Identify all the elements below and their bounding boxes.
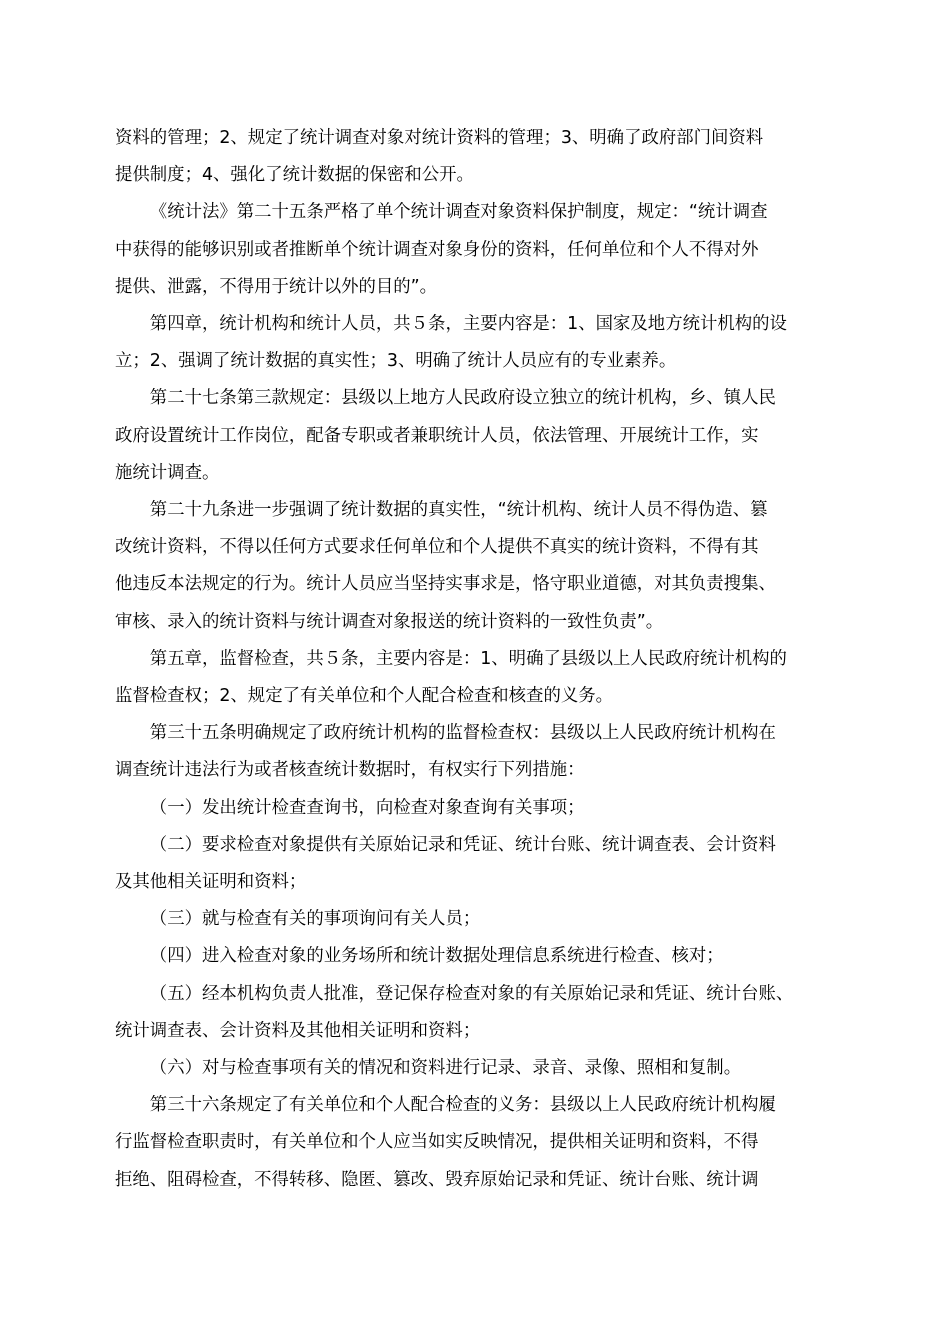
- paragraph-line: 提供制度；4、强化了统计数据的保密和公开。: [115, 165, 474, 186]
- paragraph-line: 第五章，监督检查，共５条，主要内容是：1、明确了县级以上人民政府统计机构的: [149, 648, 787, 669]
- paragraph-line: 拒绝、阻碍检查，不得转移、隐匿、篡改、毁弃原始记录和凭证、统计台账、统计调: [115, 1169, 759, 1190]
- paragraph: [115, 901, 840, 938]
- paragraph: [115, 790, 840, 827]
- paragraph-line: 他违反本法规定的行为。统计人员应当坚持实事求是，恪守职业道德，对其负责搜集、: [115, 574, 776, 595]
- paragraph-line: 政府设置统计工作岗位，配备专职或者兼职统计人员，依法管理、开展统计工作，实: [115, 425, 759, 446]
- paragraph-line: （四）进入检查对象的业务场所和统计数据处理信息系统进行检查、核对；: [149, 946, 724, 967]
- paragraph: [115, 492, 840, 641]
- paragraph-line: 第三十六条规定了有关单位和个人配合检查的义务：县级以上人民政府统计机构履: [149, 1095, 776, 1116]
- paragraph: [115, 715, 840, 789]
- paragraph-line: 资料的管理；2、规定了统计调查对象对统计资料的管理；3、明确了政府部门间资料: [115, 128, 764, 148]
- paragraph: [115, 120, 840, 194]
- paragraph: [115, 976, 840, 1050]
- document-page: [115, 120, 840, 1199]
- paragraph-line: 第四章，统计机构和统计人员，共５条，主要内容是：1、国家及地方统计机构的设: [149, 314, 787, 335]
- paragraph: [115, 1087, 840, 1199]
- paragraph-line: 及其他相关证明和资料；: [115, 872, 307, 893]
- paragraph-line: 提供、泄露，不得用于统计以外的目的”。: [115, 276, 438, 297]
- paragraph-line: 第二十九条进一步强调了统计数据的真实性，“统计机构、统计人员不得伪造、篡: [149, 500, 768, 521]
- paragraph: [115, 827, 840, 901]
- paragraph-line: 立；2、强调了统计数据的真实性；3、明确了统计人员应有的专业素养。: [115, 351, 677, 372]
- paragraph-line: 行监督检查职责时，有关单位和个人应当如实反映情况，提供相关证明和资料，不得: [115, 1132, 759, 1153]
- paragraph-line: 中获得的能够识别或者推断单个统计调查对象身份的资料，任何单位和个人不得对外: [115, 239, 759, 260]
- paragraph-line: （二）要求检查对象提供有关原始记录和凭证、统计台账、统计调查表、会计资料: [149, 834, 776, 855]
- paragraph-line: 第二十七条第三款规定：县级以上地方人民政府设立独立的统计机构，乡、镇人民: [149, 388, 776, 409]
- paragraph: [115, 380, 840, 492]
- paragraph-line: 施统计调查。: [115, 462, 220, 483]
- paragraph-line: （三）就与检查有关的事项询问有关人员；: [149, 909, 481, 930]
- paragraph-line: 改统计资料，不得以任何方式要求任何单位和个人提供不真实的统计资料，不得有其: [115, 537, 759, 558]
- paragraph-line: （六）对与检查事项有关的情况和资料进行记录、录音、录像、照相和复制。: [149, 1058, 742, 1079]
- paragraph-line: 统计调查表、会计资料及其他相关证明和资料；: [115, 1020, 481, 1041]
- paragraph: [115, 938, 840, 975]
- paragraph-line: 《统计法》第二十五条严格了单个统计调查对象资料保护制度，规定：“统计调查: [149, 202, 768, 223]
- paragraph: [115, 1050, 840, 1087]
- paragraph-line: （五）经本机构负责人批准，登记保存检查对象的有关原始记录和凭证、统计台账、: [149, 983, 794, 1004]
- paragraph: [115, 306, 840, 380]
- paragraph-line: （一）发出统计检查查询书，向检查对象查询有关事项；: [149, 797, 585, 818]
- paragraph-line: 调查统计违法行为或者核查统计数据时，有权实行下列措施：: [115, 760, 585, 781]
- paragraph: [115, 641, 840, 715]
- paragraph-line: 第三十五条明确规定了政府统计机构的监督检查权：县级以上人民政府统计机构在: [149, 723, 776, 744]
- paragraph: [115, 194, 840, 306]
- paragraph-line: 监督检查权；2、规定了有关单位和个人配合检查和核查的义务。: [115, 686, 614, 707]
- paragraph-line: 审核、录入的统计资料与统计调查对象报送的统计资料的一致性负责”。: [115, 611, 664, 632]
